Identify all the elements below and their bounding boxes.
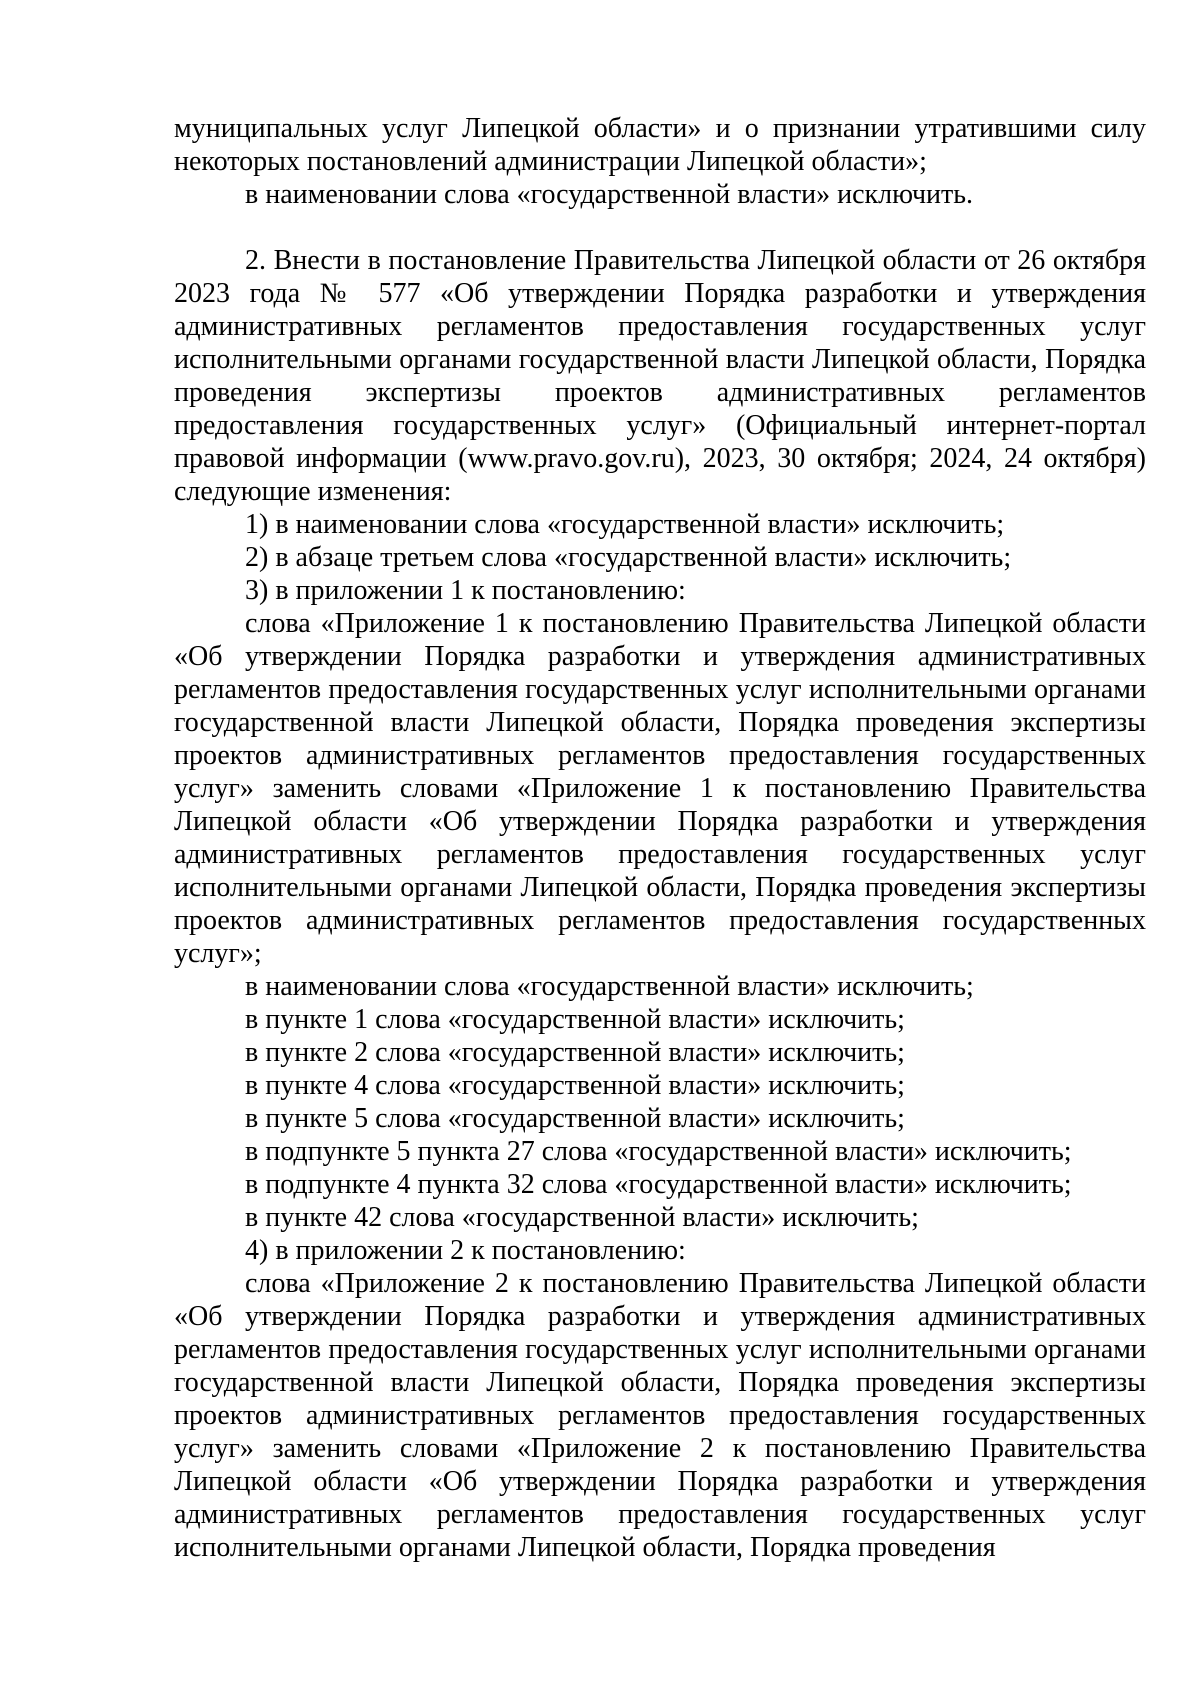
- document-body: [174, 112, 1146, 1564]
- paragraph-appendix-1-point-1: в пункте 1 слова «государственной власти» исключить;: [245, 1004, 905, 1035]
- paragraph-appendix-1-point-2: в пункте 2 слова «государственной власти» исключить;: [245, 1037, 905, 1068]
- paragraph-subitem-4: 4) в приложении 2 к постановлению:: [245, 1235, 686, 1266]
- paragraph-appendix-1-words: слова «Приложение 1 к постановлению Правительства Липецкой области «Об утверждении Порядка разработки и утверждения административных регламентов предоставления государственных услуг исполнительными органами государственной власти Липецкой области, Порядка проведения экспертизы проектов административных регламентов предоставления государственных услуг» заменить словами «Приложение 1 к постановлению Правительства Липецкой области «Об утверждении Порядка разработки и утверждения административных регламентов предоставления государственных услуг исполнительными органами Липецкой области, Порядка проведения экспертизы проектов административных регламентов предоставления государственных услуг»;: [174, 608, 1146, 969]
- paragraph-subitem-2: 2) в абзаце третьем слова «государственной власти» исключить;: [245, 542, 1012, 573]
- paragraph-subitem-3: 3) в приложении 1 к постановлению:: [245, 575, 686, 606]
- paragraph-appendix-1-point-5: в пункте 5 слова «государственной власти» исключить;: [245, 1103, 905, 1134]
- paragraph-spacer: [174, 211, 1146, 244]
- paragraph-appendix-1-title: в наименовании слова «государственной власти» исключить;: [245, 971, 974, 1002]
- paragraph-appendix-1-point-27: в подпункте 5 пункта 27 слова «государственной власти» исключить;: [245, 1136, 1072, 1167]
- paragraph-appendix-2-words: слова «Приложение 2 к постановлению Правительства Липецкой области «Об утверждении Порядка разработки и утверждения административных регламентов предоставления государственных услуг исполнительными органами государственной власти Липецкой области, Порядка проведения экспертизы проектов административных регламентов предоставления государственных услуг» заменить словами «Приложение 2 к постановлению Правительства Липецкой области «Об утверждении Порядка разработки и утверждения административных регламентов предоставления государственных услуг исполнительными органами Липецкой области, Порядка проведения: [174, 1268, 1146, 1563]
- paragraph-continuation: муниципальных услуг Липецкой области» и о признании утратившими силу некоторых постановлений администрации Липецкой области»;: [174, 113, 1146, 177]
- paragraph-title-change: в наименовании слова «государственной власти» исключить.: [245, 179, 974, 210]
- paragraph-appendix-1-point-4: в пункте 4 слова «государственной власти» исключить;: [245, 1070, 905, 1101]
- paragraph-item-2: 2. Внести в постановление Правительства Липецкой области от 26 октября 2023 года № 577 «Об утверждении Порядка разработки и утверждения административных регламентов предоставления государственных услуг исполнительными органами государственной власти Липецкой области, Порядка проведения экспертизы проектов административных регламентов предоставления государственных услуг» (Официальный интернет-портал правовой информации (www.pravo.gov.ru), 2023, 30 октября; 2024, 24 октября) следующие изменения:: [174, 245, 1146, 507]
- paragraph-appendix-1-point-42: в пункте 42 слова «государственной власти» исключить;: [245, 1202, 919, 1233]
- paragraph-appendix-1-point-32: в подпункте 4 пункта 32 слова «государственной власти» исключить;: [245, 1169, 1072, 1200]
- paragraph-subitem-1: 1) в наименовании слова «государственной власти» исключить;: [245, 509, 1005, 540]
